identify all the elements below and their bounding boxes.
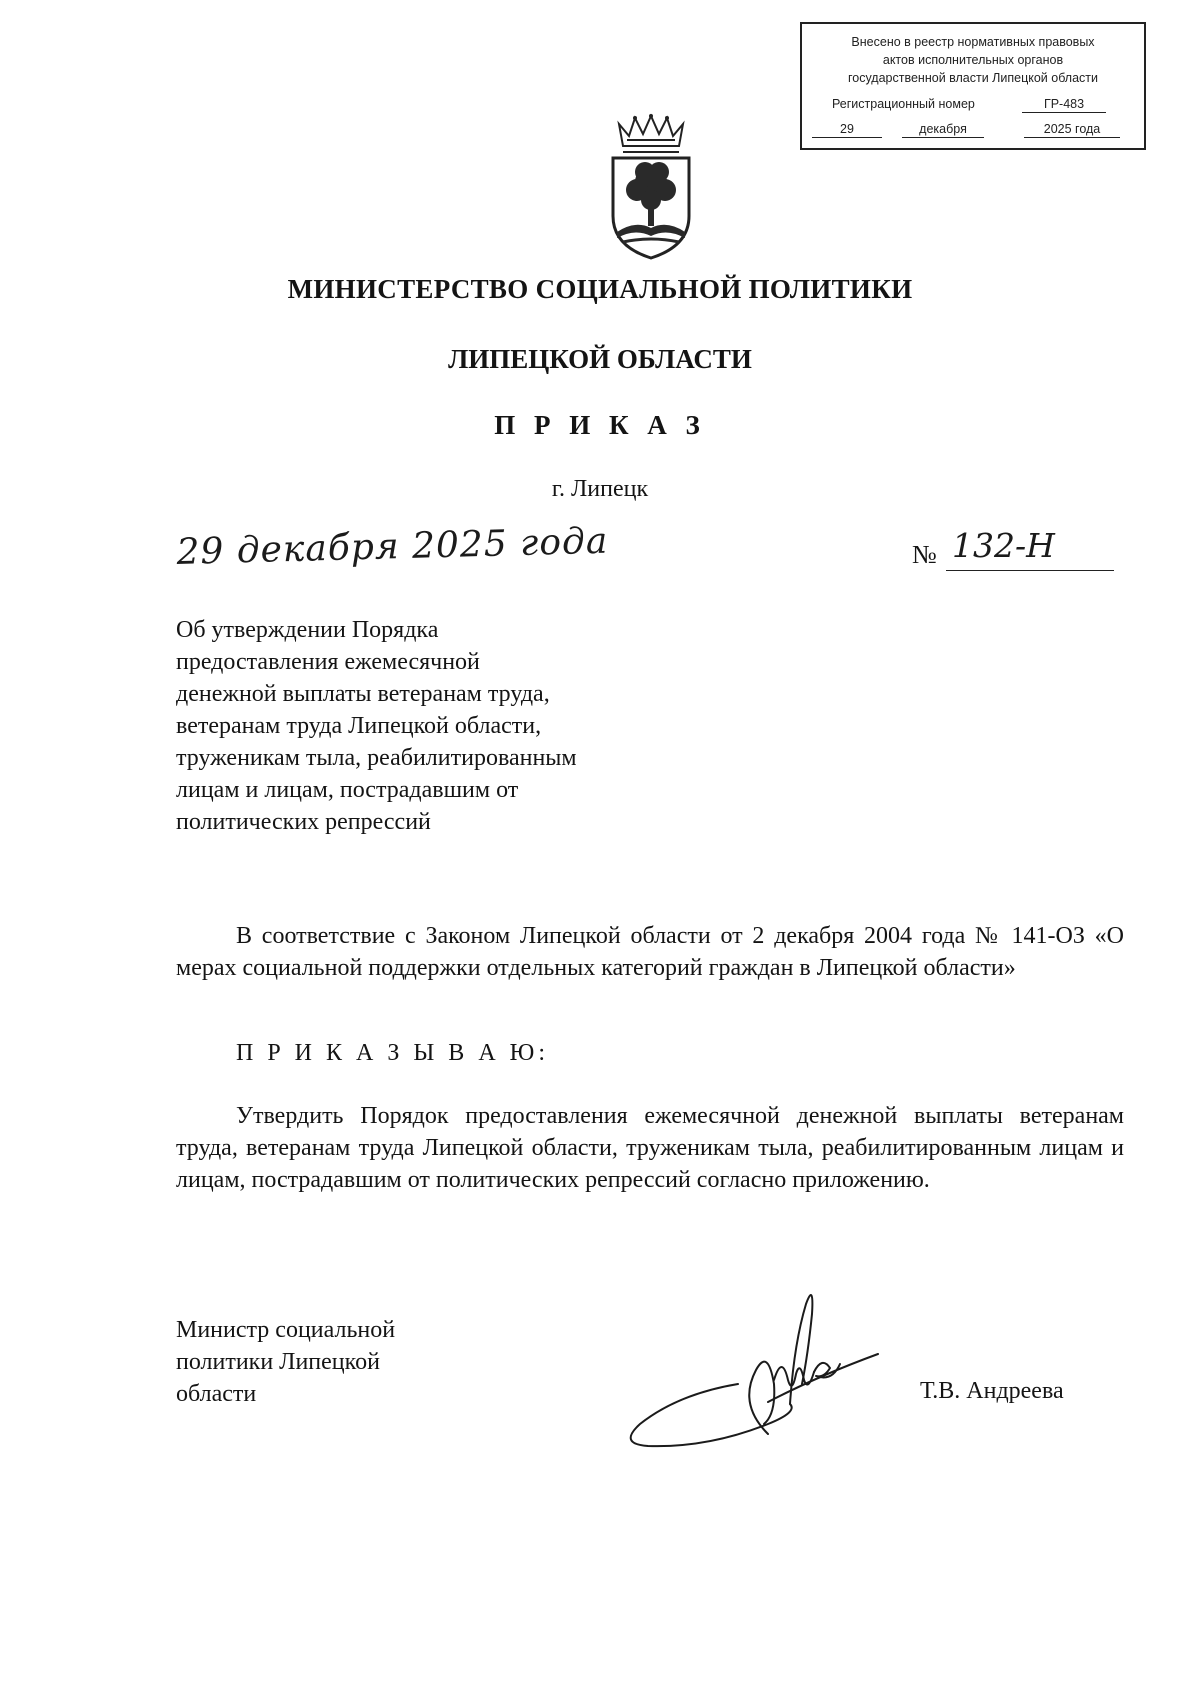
subject-line: предоставления ежемесячной — [176, 649, 480, 675]
ministry-title: МИНИСТЕРСТВО СОЦИАЛЬНОЙ ПОЛИТИКИ — [287, 274, 913, 304]
stamp-line-3: государственной власти Липецкой области — [847, 71, 1099, 85]
subject-line: лицам и лицам, пострадавшим от — [176, 777, 519, 803]
order-subject — [176, 614, 696, 838]
city: г. Липецк — [551, 476, 649, 502]
region-title: ЛИПЕЦКОЙ ОБЛАСТИ — [448, 344, 752, 374]
subject-line: денежной выплаты ветеранам труда, — [176, 681, 550, 707]
signer-position-line: политики Липецкой — [176, 1349, 380, 1375]
orders-word: П Р И К А З Ы В А Ю: — [236, 1040, 549, 1066]
document-type: П Р И К А З — [494, 410, 706, 440]
subject-line: Об утверждении Порядка — [176, 617, 439, 643]
signer-name: Т.В. Андреева — [920, 1378, 1064, 1404]
stamp-reg-label: Регистрационный номер — [832, 97, 975, 111]
stamp-month: декабря — [902, 121, 984, 138]
registration-stamp — [800, 22, 1146, 150]
stamp-line-2: актов исполнительных органов — [882, 53, 1064, 67]
subject-line: ветеранам труда Липецкой области, — [176, 713, 542, 739]
signer-position — [176, 1314, 395, 1410]
order-number-handwritten: 132-Н — [952, 526, 1055, 565]
signer-position-line: Министр социальной — [176, 1317, 396, 1343]
approval-paragraph: Утвердить Порядок предоставления ежемесячной денежной выплаты ветеранам труда, ветеранам труда Липецкой области, труженикам тыла, реабилитированным лицам и лицам, пострадавшим от политических репрессий согласно приложению. — [176, 1103, 1124, 1193]
subject-line: труженикам тыла, реабилитированным — [176, 745, 577, 771]
stamp-day: 29 — [812, 121, 882, 138]
stamp-reg-number: ГР-483 — [1022, 96, 1106, 113]
order-number-underline — [946, 570, 1114, 571]
signer-position-line: области — [176, 1381, 257, 1407]
preamble-paragraph: В соответствие с Законом Липецкой области от 2 декабря 2004 года № 141-ОЗ «О мерах социальной поддержки отдельных категорий граждан в Липецкой области» — [176, 923, 1124, 981]
coat-of-arms-icon — [605, 112, 697, 262]
subject-line: политических репрессий — [176, 809, 431, 835]
stamp-year: 2025 года — [1024, 121, 1120, 138]
handwritten-signature — [618, 1284, 918, 1464]
order-number-label: № — [912, 540, 937, 569]
order-date-handwritten: 29 декабря 2025 года — [176, 520, 609, 573]
stamp-line-1: Внесено в реестр нормативных правовых — [851, 35, 1095, 49]
